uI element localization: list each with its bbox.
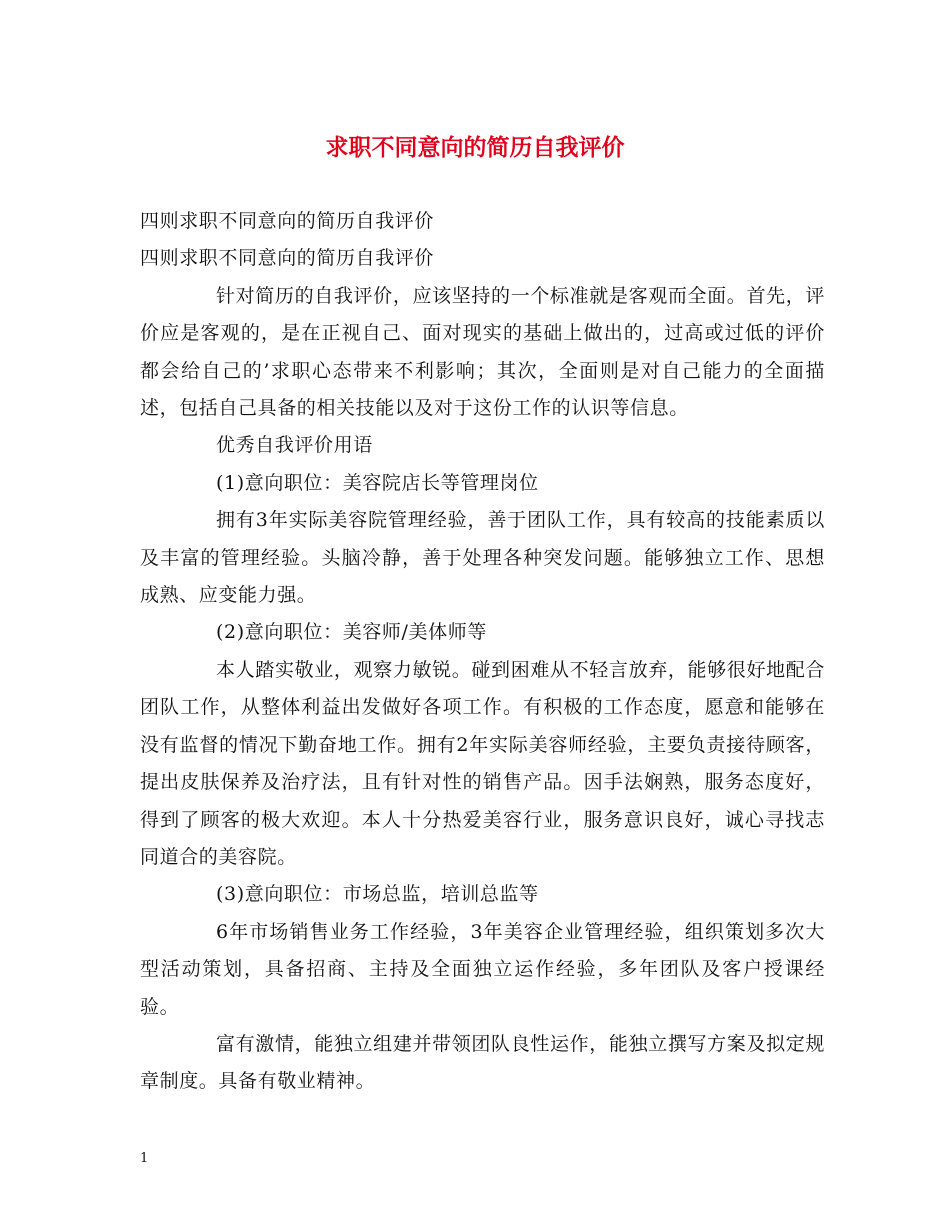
paragraph: 针对简历的自我评价，应该坚持的一个标准就是客观而全面。首先，评价应是客观的，是在正视自己、面对现实的基础上做出的，过高或过低的评价都会给自己的’求职心态带来不利影响；其次，全面则是对自己能力的全面描述，包括自己具备的相关技能以及对于这份工作的认识等信息。: [140, 284, 825, 420]
page-number: 1: [140, 1151, 149, 1166]
paragraph: 本人踏实敬业，观察力敏锐。碰到困难从不轻言放弃，能够很好地配合团队工作，从整体利益出发做好各项工作。有积极的工作态度，愿意和能够在没有监督的情况下勤奋地工作。拥有2年实际美容师经验，主要负责接待顾客，提出皮肤保养及治疗法，且有针对性的销售产品。因手法娴熟，服务态度好，得到了顾客的极大欢迎。本人十分热爱美容行业，服务意识良好，诚心寻找志同道合的美容院。: [140, 658, 825, 868]
paragraph: 拥有3年实际美容院管理经验，善于团队工作，具有较高的技能素质以及丰富的管理经验。头脑冷静，善于处理各种突发问题。能够独立工作、思想成熟、应变能力强。: [140, 509, 825, 607]
paragraph: 四则求职不同意向的简历自我评价: [140, 210, 435, 232]
paragraph: (3)意向职位：市场总监，培训总监等: [216, 883, 539, 906]
paragraph: 富有激情，能独立组建并带领团队良性运作，能独立撰写方案及拟定规章制度。具备有敬业精神。: [140, 1032, 825, 1093]
paragraph: 四则求职不同意向的简历自我评价: [140, 247, 435, 270]
paragraph: (1)意向职位：美容院店长等管理岗位: [216, 471, 539, 494]
paragraph: (2)意向职位：美容师/美体师等: [216, 621, 487, 644]
document-body: [140, 203, 825, 1101]
paragraph: 优秀自我评价用语: [216, 434, 373, 457]
paragraph: 6年市场销售业务工作经验，3年美容企业管理经验，组织策划多次大型活动策划，具备招商、主持及全面独立运作经验，多年团队及客户授课经验。: [140, 920, 825, 1018]
document-title: 求职不同意向的简历自我评价: [325, 134, 625, 161]
